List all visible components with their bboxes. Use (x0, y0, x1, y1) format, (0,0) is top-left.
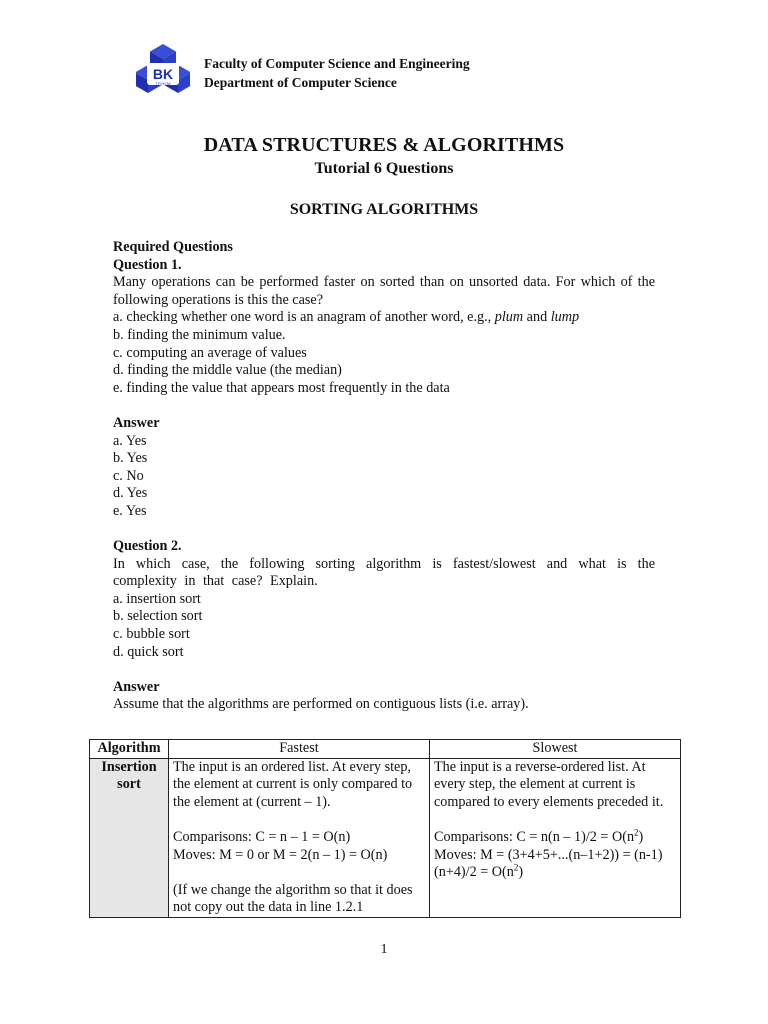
question-2-option: b. selection sort (113, 608, 203, 625)
question-1-heading: Question 1. (113, 256, 182, 273)
table-header-row (90, 740, 681, 759)
question-2-answer-text: Assume that the algorithms are performed on contiguous lists (i.e. array). (113, 696, 529, 713)
department-name: Department of Computer Science (204, 75, 397, 90)
logo-text: BK (152, 66, 174, 82)
question-1-answer: d. Yes (113, 485, 148, 502)
question-1-text: Many operations can be performed faster on sorted than on unsorted data. For which of the following operations is this the case? (113, 274, 655, 308)
table-row (90, 758, 681, 917)
slowest-description: The input is a reverse-ordered list. At every step, the element at current is compared to every elements preceded it. (434, 758, 664, 810)
slowest-case-cell (430, 758, 681, 917)
table-header-fastest: Fastest (169, 740, 430, 759)
question-2-answer-heading: Answer (113, 678, 160, 695)
question-1-answer: b. Yes (113, 450, 148, 467)
question-1-answer-heading: Answer (113, 414, 160, 431)
question-2-text: In which case, the following sorting algorithm is fastest/slowest and what is the complexity in that case? Explain. (113, 555, 655, 590)
question-1-option: d. finding the middle value (the median) (113, 362, 342, 379)
fastest-comparisons: Comparisons: C = n – 1 = O(n) (173, 828, 351, 845)
fastest-moves: Moves: M = 0 or M = 2(n – 1) = O(n) (173, 846, 388, 863)
question-2-option: a. insertion sort (113, 590, 201, 607)
question-2-option: d. quick sort (113, 643, 184, 660)
question-1-answer: e. Yes (113, 502, 147, 519)
document-subtitle: Tutorial 6 Questions (314, 160, 454, 177)
question-1-option: b. finding the minimum value. (113, 326, 286, 343)
slowest-moves: Moves: $M = (3+4+5+...(n-1+2)) = (n-1)(n+4)/2 = O(n^2)$ (434, 846, 663, 881)
fastest-case-cell (169, 758, 430, 917)
document-title: DATA STRUCTURES & ALGORITHMS (203, 134, 565, 156)
question-1-option-a: a. checking whether one word is an anagram of another word, e.g., plum and lump (113, 309, 580, 326)
sorting-complexity-table (89, 739, 681, 918)
question-1-option: e. finding the value that appears most frequently in the data (113, 379, 450, 396)
fastest-note: (If we change the algorithm so that it does not copy out the data in line 1.2.1 (173, 881, 413, 916)
university-logo (136, 44, 190, 100)
question-1-option: c. computing an average of values (113, 344, 307, 361)
question-1-answer: a. Yes (113, 432, 147, 449)
logo-subtext: TP.HCM (155, 81, 171, 86)
algorithm-name-cell: Insertion sort (90, 758, 169, 917)
question-1-answer: c. No (113, 467, 144, 484)
slowest-comparisons: Comparisons: $C = n(n - 1)/2 = O(n^2)$ (434, 827, 644, 845)
required-questions-heading: Required Questions (113, 239, 233, 255)
table-header-slowest: Slowest (430, 740, 681, 759)
question-2-heading: Question 2. (113, 538, 182, 555)
document-header (136, 44, 556, 104)
table-header-algorithm: Algorithm (90, 740, 169, 759)
document-body (113, 239, 655, 714)
question-2-option: c. bubble sort (113, 626, 190, 643)
section-title: SORTING ALGORITHMS (289, 201, 479, 218)
faculty-name: Faculty of Computer Science and Engineering (204, 56, 470, 71)
fastest-description: The input is an ordered list. At every step, the element at current is only compared to the element at (current – 1). (173, 758, 413, 810)
page-number: 1 (380, 942, 388, 957)
